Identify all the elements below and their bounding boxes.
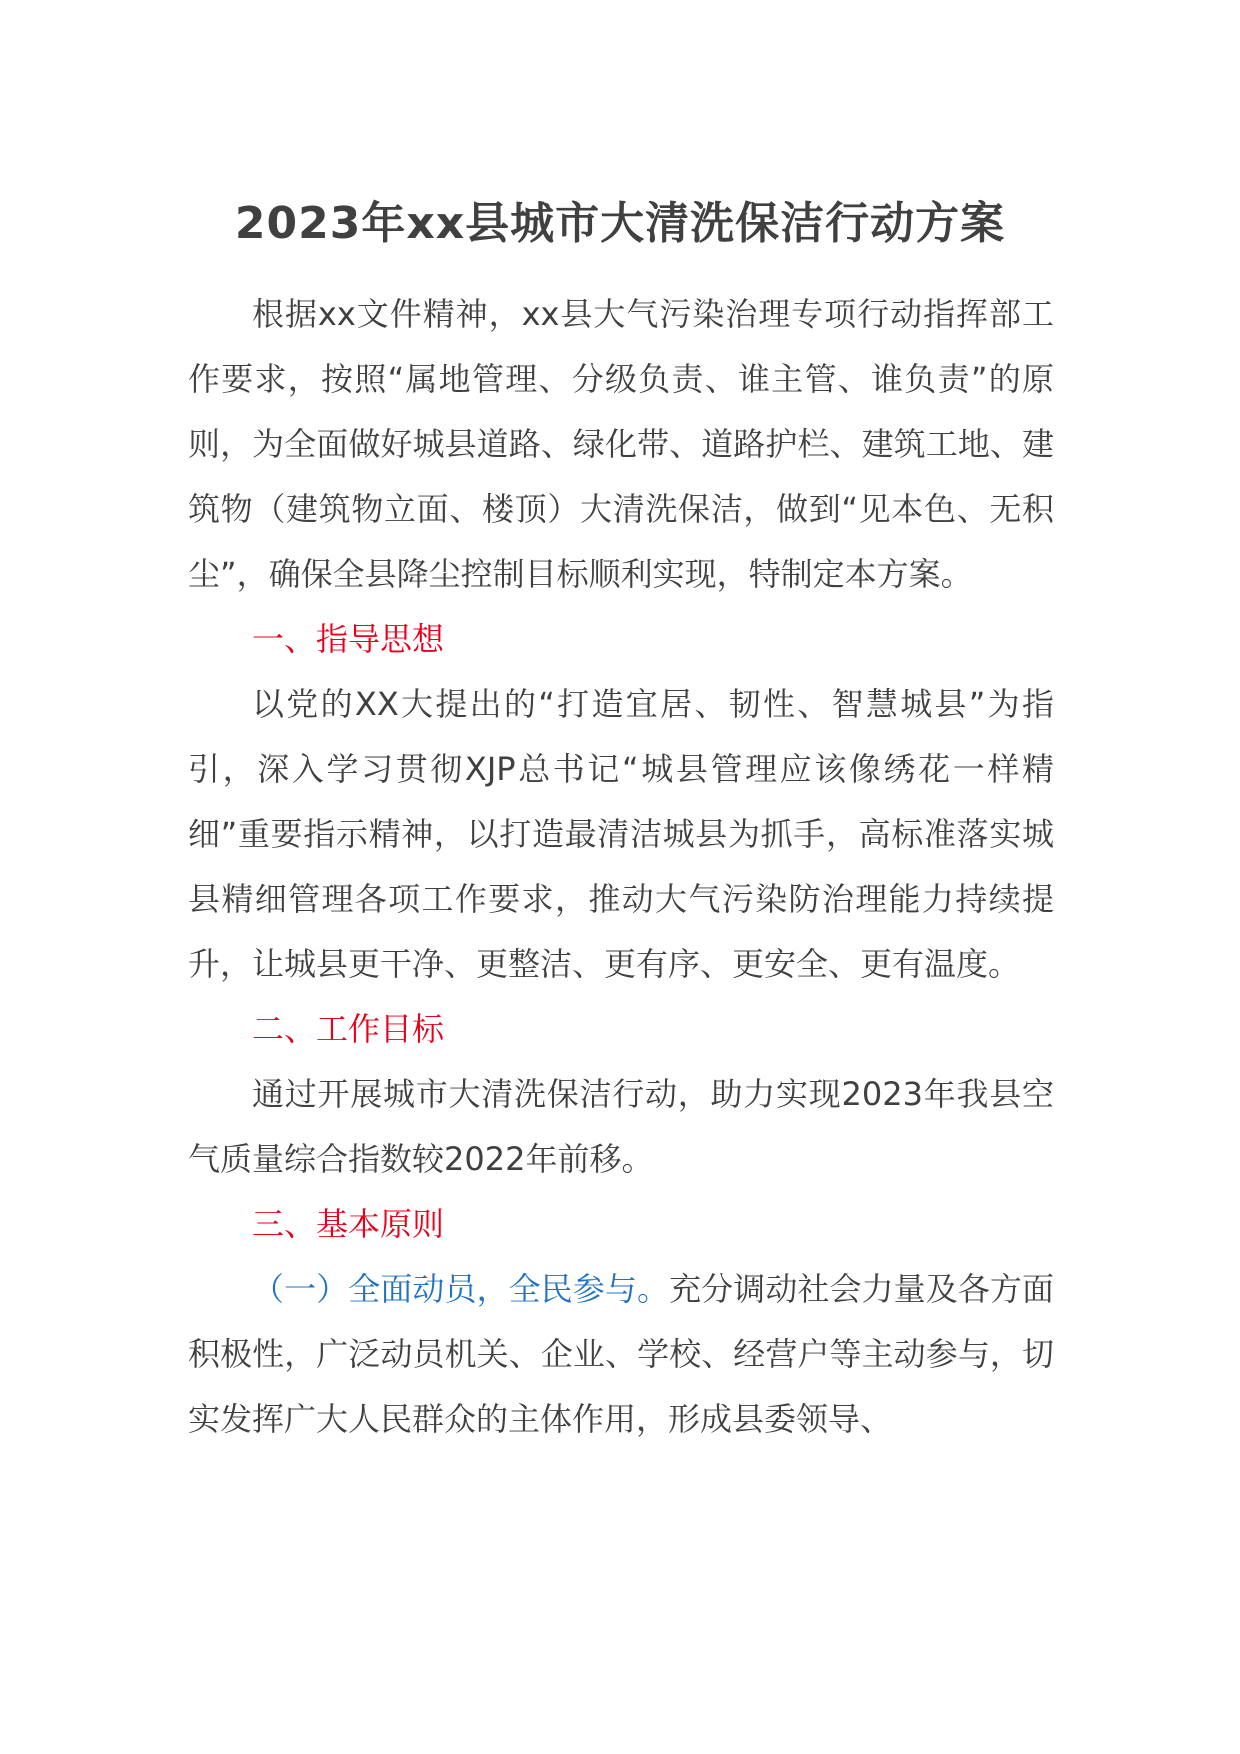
section-heading-basic-principles: 三、基本原则 xyxy=(252,1205,445,1243)
document-body xyxy=(188,282,1054,1452)
section-heading-work-goals: 二、工作目标 xyxy=(252,1010,445,1048)
document-title: 2023年xx县城市大清洗保洁行动方案 xyxy=(234,198,1006,249)
section-heading-guiding-ideology: 一、指导思想 xyxy=(252,620,445,658)
work-goals-paragraph: 通过开展城市大清洗保洁行动，助力实现2023年我县空气质量综合指数较2022年前移。 xyxy=(188,1075,1054,1178)
intro-paragraph: 根据xx文件精神，xx县大气污染治理专项行动指挥部工作要求，按照“属地管理、分级负责、谁主管、谁负责”的原则，为全面做好城县道路、绿化带、道路护栏、建筑工地、建筑物（建筑物立面、楼顶）大清洗保洁，做到“见本色、无积尘”，确保全县降尘控制目标顺利实现，特制定本方案。 xyxy=(188,295,1054,593)
guiding-ideology-paragraph: 以党的XX大提出的“打造宜居、韧性、智慧城县”为指引，深入学习贯彻XJP总书记“城县管理应该像绣花一样精细”重要指示精神，以打造最清洁城县为抓手，高标准落实城县精细管理各项工作要求，推动大气污染防治理能力持续提升，让城县更干净、更整洁、更有序、更安全、更有温度。 xyxy=(188,685,1054,983)
principle-one-paragraph xyxy=(188,1257,1054,1452)
principle-one-lead: （一）全面动员，全民参与。 xyxy=(252,1270,670,1308)
principle-one-text: 充分调动社会力量及各方面积极性，广泛动员机关、企业、学校、经营户等主动参与，切实发挥广大人民群众的主体作用，形成县委领导、 xyxy=(188,1270,1054,1438)
